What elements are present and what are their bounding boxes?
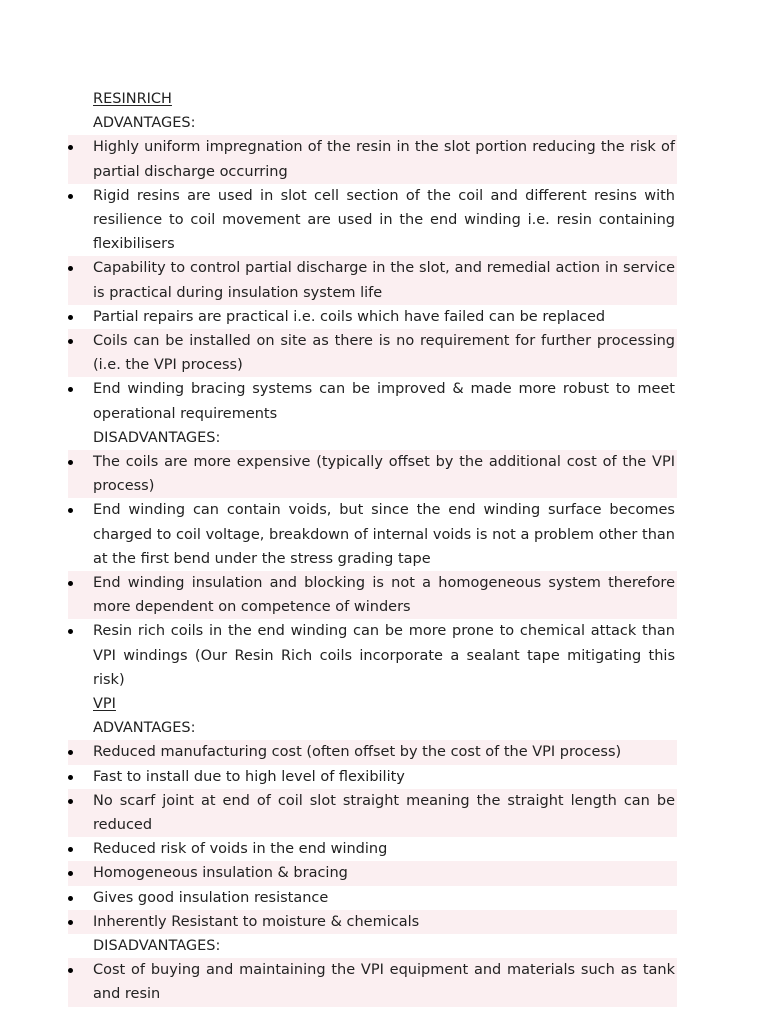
bullet-icon xyxy=(68,315,73,320)
list-item xyxy=(68,910,677,934)
document-page xyxy=(68,87,677,1007)
list-item-text: Fast to install due to high level of flexibility xyxy=(93,768,405,785)
bullet-icon xyxy=(68,799,73,804)
list-item xyxy=(68,450,677,498)
bullet-icon xyxy=(68,629,73,634)
list-item xyxy=(68,789,677,837)
bullet-icon xyxy=(68,750,73,755)
resinrich-advantages-label: ADVANTAGES: xyxy=(93,115,196,132)
list-item-text: The coils are more expensive (typically offset by the additional cost of the VPI process) xyxy=(93,454,675,495)
list-item xyxy=(68,619,677,692)
list-item-text: Inherently Resistant to moisture & chemicals xyxy=(93,913,420,930)
bullet-icon xyxy=(68,339,73,344)
list-item-text: End winding can contain voids, but since the end winding surface becomes charged to coil voltage, breakdown of internal voids is not a problem other than at the first bend under the stress grading tape xyxy=(93,502,675,567)
list-item-text: Homogeneous insulation & bracing xyxy=(93,865,348,882)
list-item-text: Coils can be installed on site as there is no requirement for further processing (i.e. the VPI process) xyxy=(93,333,675,374)
list-item xyxy=(68,305,677,329)
list-item xyxy=(68,886,677,910)
bullet-icon xyxy=(68,387,73,392)
list-item xyxy=(68,256,677,304)
list-item-text: Gives good insulation resistance xyxy=(93,889,329,906)
list-item xyxy=(68,184,677,257)
bullet-icon xyxy=(68,460,73,465)
list-item xyxy=(68,861,677,885)
list-item xyxy=(68,135,677,183)
bullet-icon xyxy=(68,508,73,513)
list-item xyxy=(68,740,677,764)
list-item-text: No scarf joint at end of coil slot straight meaning the straight length can be reduced xyxy=(93,792,675,834)
resinrich-title: RESINRICH xyxy=(93,91,172,107)
bullet-icon xyxy=(68,145,73,150)
bullet-icon xyxy=(68,896,73,901)
bullet-icon xyxy=(68,194,73,199)
vpi-advantages-label: ADVANTAGES: xyxy=(93,720,196,737)
list-item-text: Resin rich coils in the end winding can be more prone to chemical attack than VPI windings (Our Resin Rich coils incorporate a sealant tape mitigating this risk) xyxy=(93,623,675,688)
bullet-icon xyxy=(68,871,73,876)
vpi-title: VPI xyxy=(93,696,116,713)
list-item xyxy=(68,765,677,789)
list-item-text: Rigid resins are used in slot cell section of the coil and different resins with resilience to coil movement are used in the end winding i.e. resin containing flexibilisers xyxy=(93,187,675,253)
list-item-text: End winding bracing systems can be improved & made more robust to meet operational requirements xyxy=(93,381,675,422)
list-item xyxy=(68,498,677,571)
list-item xyxy=(68,329,677,377)
list-item-text: Reduced risk of voids in the end winding xyxy=(93,841,388,858)
list-item-text: Partial repairs are practical i.e. coils which have failed can be replaced xyxy=(93,308,606,325)
vpi-heading xyxy=(68,692,677,716)
list-item xyxy=(68,377,677,425)
list-item-text: End winding insulation and blocking is not a homogeneous system therefore more dependent on competence of winders xyxy=(93,575,675,616)
list-item xyxy=(68,958,677,1006)
bullet-icon xyxy=(68,775,73,780)
bullet-icon xyxy=(68,847,73,852)
list-item-text: Highly uniform impregnation of the resin in the slot portion reducing the risk of partial discharge occurring xyxy=(93,139,675,180)
bullet-icon xyxy=(68,266,73,271)
resinrich-disadvantages-label: DISADVANTAGES: xyxy=(93,429,221,446)
bullet-icon xyxy=(68,920,73,925)
bullet-icon xyxy=(68,968,73,973)
list-item-text: Cost of buying and maintaining the VPI equipment and materials such as tank and resin xyxy=(93,962,675,1003)
vpi-disadvantages-label: DISADVANTAGES: xyxy=(93,938,221,955)
list-item xyxy=(68,571,677,619)
bullet-icon xyxy=(68,581,73,586)
list-item-text: Capability to control partial discharge in the slot, and remedial action in service is practical during insulation system life xyxy=(93,260,675,301)
list-item-text: Reduced manufacturing cost (often offset by the cost of the VPI process) xyxy=(93,744,622,761)
resinrich-heading xyxy=(68,87,677,111)
list-item xyxy=(68,837,677,861)
